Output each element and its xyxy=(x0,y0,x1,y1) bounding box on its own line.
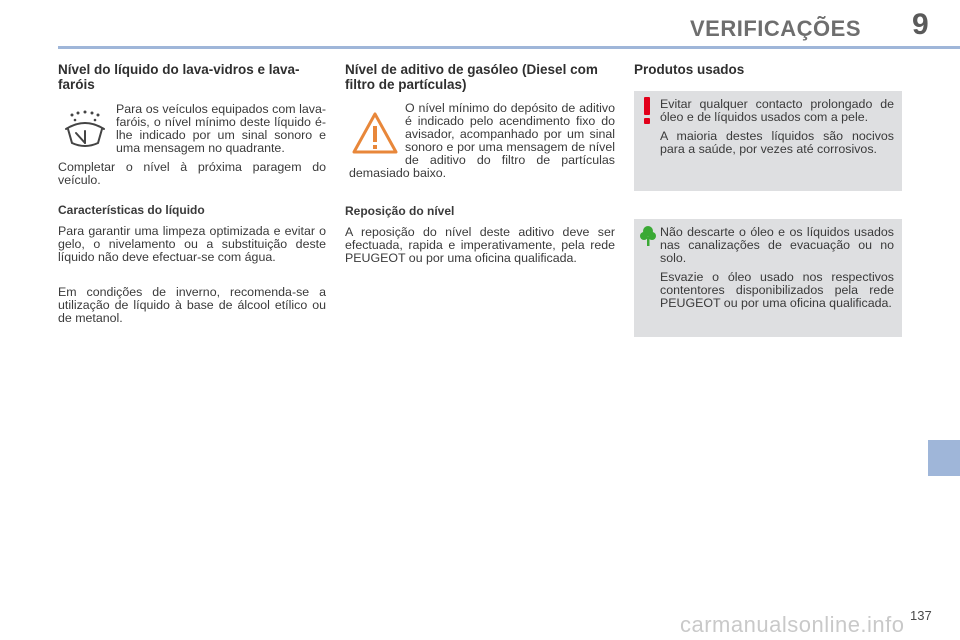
warning-note-box xyxy=(634,91,902,191)
diesel-additive-heading: Nível de aditivo de gasóleo (Diesel com filtro de partículas) xyxy=(345,62,598,92)
washer-fluid-refill-text: Completar o nível à próxima paragem do veículo. xyxy=(58,160,326,187)
eco-note-box xyxy=(634,219,902,337)
winter-recommendation-text: Em condições de inverno, recomenda-se a utilização de líquido à base de álcool etílico ou de metanol. xyxy=(58,285,326,325)
tree-icon xyxy=(640,225,656,250)
warning-note-text-1: Evitar qualquer contacto prolongado de óleo e de líquidos usados com a pele. xyxy=(660,97,894,124)
washer-fluid-heading: Nível do líquido do lava-vidros e lava-faróis xyxy=(58,62,300,92)
level-reset-text: A reposição do nível deste aditivo deve ser efectuada, rapida e imperativamente, pela rede PEUGEOT ou por uma oficina qualificada. xyxy=(345,225,615,265)
page-title: VERIFICAÇÕES xyxy=(690,16,862,41)
diesel-additive-section xyxy=(345,62,615,265)
level-reset-heading: Reposição do nível xyxy=(345,204,455,218)
washer-fluid-icon xyxy=(58,107,112,159)
used-products-section xyxy=(634,62,902,337)
used-products-heading: Produtos usados xyxy=(634,62,745,77)
page-number: 137 xyxy=(910,608,932,623)
eco-note-text-2: Esvazie o óleo usado nos respectivos contentores disponibilizados pela rede PEUGEOT ou por uma oficina qualificada. xyxy=(660,270,894,310)
chapter-number: 9 xyxy=(912,8,929,41)
washer-fluid-section xyxy=(58,62,326,325)
eco-note-text-1: Não descarte o óleo e os líquidos usados nas canalizações de evacuação ou no solo. xyxy=(660,225,894,265)
fluid-characteristics-text: Para garantir uma limpeza optimizada e evitar o gelo, o nivelamento ou a substituição deste líquido não deve efectuar-se com água. xyxy=(58,224,326,264)
warning-triangle-icon xyxy=(349,108,401,160)
header-rule xyxy=(58,46,960,49)
watermark: carmanualsonline.info xyxy=(680,612,905,637)
diesel-additive-intro: O nível mínimo do depósito de aditivo é indicado pelo acendimento fixo do avisador, acompanhado por um sinal sonoro e por uma mensagem de nível de aditivo do filtro de partículas demasiado baixo. xyxy=(349,101,615,180)
warning-note-text-2: A maioria destes líquidos são nocivos para a saúde, por vezes até corrosivos. xyxy=(660,129,894,156)
fluid-characteristics-heading: Características do líquido xyxy=(58,203,205,217)
exclamation-icon xyxy=(640,97,654,128)
chapter-side-tab xyxy=(928,440,960,476)
washer-fluid-intro: Para os veículos equipados com lava-faróis, o nível mínimo deste líquido é-lhe indicado por um sinal sonoro e uma mensagem no quadrante. xyxy=(116,102,326,155)
